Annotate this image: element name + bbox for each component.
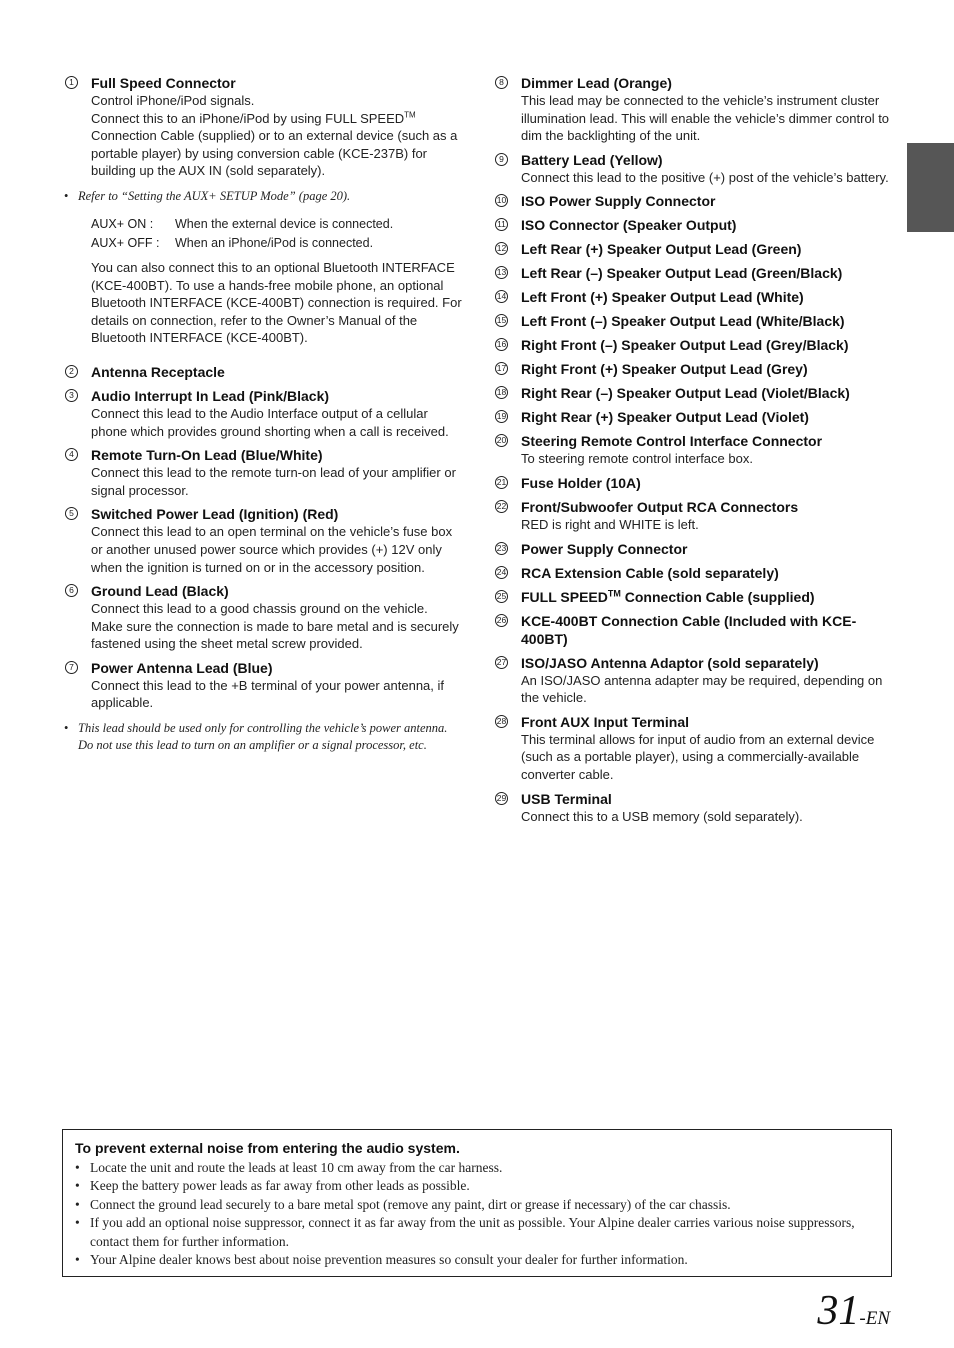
note-aux-setup <box>62 188 462 205</box>
item-number: 3 <box>65 389 78 402</box>
item-title: Audio Interrupt In Lead (Pink/Black) <box>91 387 330 404</box>
aux-key: AUX+ ON : <box>91 216 154 231</box>
item-title: KCE-400BT Connection Cable (Included with KCE-400BT) <box>521 612 857 647</box>
item-22 <box>492 498 902 534</box>
item-desc: RED is right and WHITE is left. <box>521 516 699 532</box>
page-number-suffix: -EN <box>859 1308 890 1329</box>
bullet-icon: • <box>75 1160 80 1175</box>
item-title <box>521 588 902 606</box>
item-number: 18 <box>496 387 507 398</box>
item-number: 4 <box>65 448 78 461</box>
item-title: Fuse Holder (10A) <box>521 474 641 491</box>
item-6 <box>62 582 462 653</box>
item-19 <box>492 408 902 426</box>
item-title: Front AUX Input Terminal <box>521 713 689 730</box>
item-16 <box>492 336 902 354</box>
aux-settings-table <box>91 215 462 253</box>
item-number: 9 <box>495 153 508 166</box>
item-number: 10 <box>496 195 507 206</box>
item-title: Right Front (+) Speaker Output Lead (Grey) <box>521 361 808 378</box>
notice-item <box>75 1177 879 1195</box>
item-number: 24 <box>496 566 507 577</box>
item-title: Left Front (–) Speaker Output Lead (White/Black) <box>521 313 845 330</box>
bluetooth-paragraph <box>62 259 462 347</box>
item-number: 7 <box>65 661 78 674</box>
desc-text: Connect this to an iPhone/iPod by using FULL SPEED <box>91 110 405 126</box>
item-number: 12 <box>496 243 507 254</box>
item-number: 19 <box>496 411 507 422</box>
noise-prevention-notice <box>62 1129 892 1277</box>
item-title: Right Front (–) Speaker Output Lead (Grey/Black) <box>521 337 849 354</box>
page-number <box>817 1286 890 1336</box>
item-15 <box>492 312 902 330</box>
item-title: Switched Power Lead (Ignition) (Red) <box>91 506 339 523</box>
notice-list <box>75 1159 879 1269</box>
item-25 <box>492 588 902 606</box>
item-desc: This terminal allows for input of audio from an external device (such as a portable player), using a commercially-available converter cable. <box>521 731 875 782</box>
bluetooth-text: You can also connect this to an optional Bluetooth INTERFACE (KCE-400BT). To use a hands-free mobile phone, an optional Bluetooth INTERFACE (KCE-400BT) connection is required. For details on connection, refer to the Owner’s Manual of the Bluetooth INTERFACE (KCE-400BT). <box>91 259 462 346</box>
item-desc <box>91 92 462 180</box>
notice-item-text: Locate the unit and route the leads at least 10 cm away from the car harness. <box>90 1160 503 1175</box>
aux-row <box>91 215 462 234</box>
item-20 <box>492 432 902 468</box>
item-desc: Connect this lead to the +B terminal of your power antenna, if applicable. <box>91 677 445 711</box>
item-number: 14 <box>496 291 507 302</box>
item-number: 17 <box>496 363 507 374</box>
item-desc: An ISO/JASO antenna adapter may be required, depending on the vehicle. <box>521 672 883 706</box>
item-number: 20 <box>496 435 507 446</box>
notice-item <box>75 1251 879 1269</box>
item-23 <box>492 540 902 558</box>
item-desc: Connect this lead to the positive (+) post of the vehicle’s battery. <box>521 169 889 185</box>
item-number: 13 <box>496 267 507 278</box>
section-tab <box>907 143 954 232</box>
note-text: Refer to “Setting the AUX+ SETUP Mode” (page 20). <box>78 188 351 203</box>
item-desc: Connect this lead to the remote turn-on lead of your amplifier or signal processor. <box>91 465 456 498</box>
item-number: 29 <box>496 792 507 803</box>
desc-text: Connection Cable (supplied) or to an external device (such as a portable player) by using conversion cable (KCE-237B) for building up the AUX IN (sold separately). <box>91 128 458 179</box>
item-5 <box>62 505 462 576</box>
item-2 <box>62 363 462 381</box>
item-number: 27 <box>496 656 507 667</box>
item-3 <box>62 387 462 440</box>
item-number: 15 <box>496 315 507 326</box>
item-title: Remote Turn-On Lead (Blue/White) <box>91 447 323 464</box>
item-1 <box>62 74 462 180</box>
item-28 <box>492 713 902 784</box>
aux-row <box>91 234 462 253</box>
item-number: 2 <box>65 365 78 378</box>
item-desc-line: Control iPhone/iPod signals. <box>91 93 255 108</box>
item-14 <box>492 288 902 306</box>
item-title: ISO Connector (Speaker Output) <box>521 217 737 234</box>
notice-item-text: Keep the battery power leads as far away from other leads as possible. <box>90 1178 470 1194</box>
item-13 <box>492 264 902 282</box>
item-title: RCA Extension Cable (sold separately) <box>521 564 779 581</box>
bullet-icon: • <box>75 1252 80 1268</box>
item-title: ISO/JASO Antenna Adaptor (sold separately) <box>521 654 819 671</box>
page-number-value: 31 <box>817 1288 860 1334</box>
item-17 <box>492 360 902 378</box>
aux-value: When an iPhone/iPod is connected. <box>175 235 374 250</box>
item-desc: This lead may be connected to the vehicle’s instrument cluster illumination lead. This will enable the vehicle’s dimmer control to dim the backlighting of the unit. <box>521 93 890 144</box>
title-text: Connection Cable (supplied) <box>620 588 815 605</box>
notice-item-text: Your Alpine dealer knows best about noise prevention measures so consult your dealer for further information. <box>90 1252 688 1268</box>
bullet-icon: • <box>75 1178 80 1194</box>
item-8 <box>492 74 902 145</box>
item-title: Left Rear (+) Speaker Output Lead (Green) <box>521 241 802 258</box>
item-number: 8 <box>495 76 508 89</box>
bullet-icon: • <box>75 1196 80 1212</box>
notice-title: To prevent external noise from entering the audio system. <box>75 1140 460 1156</box>
item-desc: Connect this lead to an open terminal on the vehicle’s fuse box or another unused power source which provides (+) 12V only when the ignition is turned on or in the accessory position. <box>91 524 453 575</box>
item-number: 23 <box>496 542 507 553</box>
notice-item-text: If you add an optional noise suppressor, connect it as far away from the unit as possible. Your Alpine dealer carries various noise suppressors, contact them for further information. <box>90 1215 855 1249</box>
notice-item <box>75 1214 879 1251</box>
notice-item-text: Connect the ground lead securely to a bare metal spot (remove any paint, dirt or grease if necessary) of the car chassis. <box>90 1196 731 1212</box>
item-number: 26 <box>496 614 507 625</box>
item-21 <box>492 474 902 492</box>
item-27 <box>492 654 902 707</box>
trademark-sup: TM <box>404 110 416 120</box>
item-title: Steering Remote Control Interface Connector <box>521 433 823 450</box>
item-title: Right Rear (–) Speaker Output Lead (Violet/Black) <box>521 385 850 402</box>
item-desc: Connect this lead to a good chassis ground on the vehicle. Make sure the connection is made to bare metal and is securely fastened using the sheet metal screw provided. <box>91 601 459 652</box>
item-number: 16 <box>496 339 507 350</box>
bullet-icon: • <box>64 188 69 203</box>
item-number: 28 <box>496 715 507 726</box>
item-desc-line <box>91 110 462 180</box>
item-title: Dimmer Lead (Orange) <box>521 75 672 91</box>
notice-item <box>75 1196 879 1214</box>
notice-item <box>75 1159 879 1177</box>
title-text: FULL SPEED <box>521 588 608 605</box>
item-18 <box>492 384 902 402</box>
item-number: 5 <box>65 507 78 520</box>
item-7 <box>62 659 462 712</box>
item-12 <box>492 240 902 258</box>
note-text: This lead should be used only for controlling the vehicle’s power antenna. Do not use this lead to turn on an amplifier or a signal processor, etc. <box>78 721 448 753</box>
item-number: 25 <box>496 590 507 601</box>
left-column <box>62 74 462 764</box>
item-title: Battery Lead (Yellow) <box>521 151 663 168</box>
item-desc: Connect this lead to the Audio Interface output of a cellular phone which provides ground shorting when a call is received. <box>91 405 449 439</box>
item-title: Power Supply Connector <box>521 540 688 557</box>
item-title: Full Speed Connector <box>91 75 236 91</box>
trademark-sup: TM <box>607 587 621 598</box>
aux-value: When the external device is connected. <box>175 216 394 231</box>
item-title: ISO Power Supply Connector <box>521 193 716 210</box>
item-title: Right Rear (+) Speaker Output Lead (Violet) <box>521 409 809 426</box>
item-11 <box>492 216 902 234</box>
item-number: 6 <box>65 584 78 597</box>
item-desc: To steering remote control interface box. <box>521 451 753 467</box>
item-number: 11 <box>495 218 508 231</box>
item-26 <box>492 612 902 648</box>
item-title: USB Terminal <box>521 790 612 807</box>
bullet-icon: • <box>75 1215 80 1231</box>
aux-key: AUX+ OFF : <box>91 235 160 250</box>
right-column <box>492 74 902 831</box>
item-title: Left Front (+) Speaker Output Lead (White) <box>521 289 804 306</box>
item-number: 1 <box>65 76 78 89</box>
item-title: Ground Lead (Black) <box>91 583 229 600</box>
item-title: Antenna Receptacle <box>91 363 225 380</box>
item-9 <box>492 151 902 187</box>
item-title: Power Antenna Lead (Blue) <box>91 659 273 676</box>
item-number: 21 <box>496 476 507 487</box>
item-title: Front/Subwoofer Output RCA Connectors <box>521 498 799 515</box>
note-power-antenna <box>62 720 462 754</box>
item-4 <box>62 446 462 499</box>
bullet-icon: • <box>64 721 69 736</box>
item-24 <box>492 564 902 582</box>
item-10 <box>492 192 902 210</box>
item-number: 22 <box>496 500 507 511</box>
item-29 <box>492 790 902 826</box>
item-desc: Connect this to a USB memory (sold separately). <box>521 808 803 824</box>
item-title: Left Rear (–) Speaker Output Lead (Green/Black) <box>521 265 843 282</box>
